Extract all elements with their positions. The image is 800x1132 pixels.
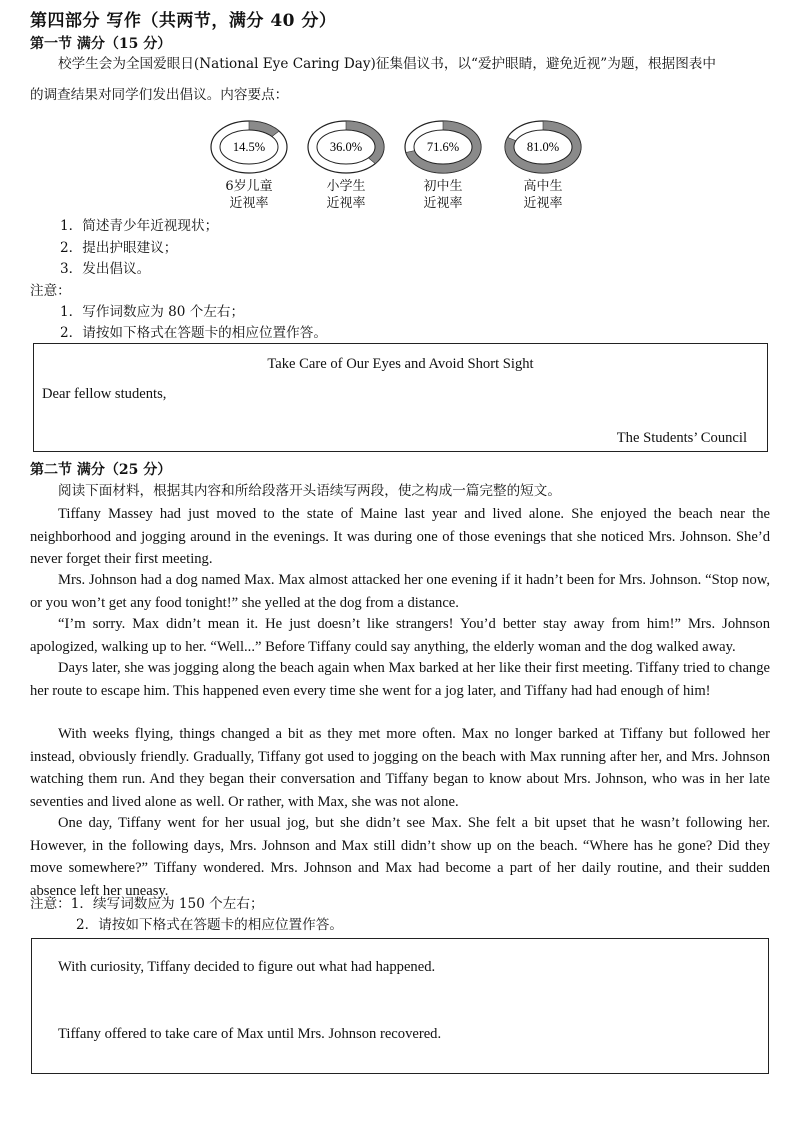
section1-intro-line1: 校学生会为全国爱眼日(National Eye Caring Day)征集倡议书，以“爱护眼睛，避免近视”为题，根据图表中 — [58, 56, 716, 72]
ring-graphic — [501, 117, 585, 177]
ring-caption-2: 近视率 — [523, 196, 563, 211]
box-signature: The Students’ Council — [616, 430, 747, 446]
section2-note-1: 注意：1．续写词数应为 150 个左右； — [30, 896, 264, 912]
section2-note-2: 2．请按如下格式在答题卡的相应位置作答。 — [76, 917, 343, 933]
ring-chart-2 — [301, 117, 391, 211]
ring-percent-label: 71.6% — [426, 140, 460, 154]
ring-graphic — [207, 117, 291, 177]
section1-title: 第一节 满分（15 分） — [30, 36, 172, 52]
note-1: 1．写作词数应为 80 个左右； — [60, 304, 245, 320]
ring-chart-3 — [398, 117, 488, 211]
point-1: 1．简述青少年近视现状； — [60, 218, 219, 234]
ring-caption-2: 近视率 — [229, 196, 269, 211]
story-paragraph-6: One day, Tiffany went for her usual jog, but she didn’t see Max. She felt a bit upset that he wasn’t following her. However, in the following days, Mrs. Johnson and Max still didn’t show up on the beach. “Where has he gone? Did they move somewhere?” Tiffany wondered. Mrs. Johnson and Max had become a part of her daily routine, and their sudden absence left her uneasy. — [30, 815, 770, 899]
ring-caption-1: 初中生 — [423, 179, 463, 194]
story-paragraph-1: Tiffany Massey had just moved to the state of Maine last year and lived alone. She enjoyed the beach near the neighborhood and jogging around in the evenings. It was during one of those evenings that she noticed Mrs. Johnson. She’d never forget their first meeting. — [30, 506, 770, 568]
section2-instruction: 阅读下面材料，根据其内容和所给段落开头语续写两段，使之构成一篇完整的短文。 — [58, 483, 561, 499]
answer-format-box-1 — [33, 343, 768, 452]
ring-caption-2: 近视率 — [326, 196, 366, 211]
continuation-opening-2: Tiffany offered to take care of Max until Mrs. Johnson recovered. — [58, 1026, 442, 1042]
box-greeting: Dear fellow students, — [42, 386, 167, 402]
ring-chart-4 — [498, 117, 588, 211]
story-paragraph-4: Days later, she was jogging along the beach again when Max barked at her like their first meeting. Tiffany tried to change her route to escape him. This happened even every time she went for a jog later, and Tiffany had had enough of him! — [30, 660, 770, 699]
part-title: 第四部分 写作（共两节，满分 40 分） — [30, 11, 337, 31]
ring-caption-2: 近视率 — [423, 196, 463, 211]
note-2: 2．请按如下格式在答题卡的相应位置作答。 — [60, 325, 327, 341]
section2-title: 第二节 满分（25 分） — [30, 462, 172, 478]
ring-caption-1: 6岁儿童 — [225, 179, 273, 194]
point-2: 2．提出护眼建议； — [60, 240, 178, 256]
point-3: 3．发出倡议。 — [60, 261, 151, 277]
ring-caption-1: 高中生 — [523, 179, 563, 194]
ring-graphic — [304, 117, 388, 177]
ring-percent-label: 36.0% — [329, 140, 363, 154]
note-label: 注意： — [30, 283, 71, 299]
story-paragraph-2: Mrs. Johnson had a dog named Max. Max almost attacked her one evening if it hadn’t been for Mrs. Johnson. “Stop now, or you won’t get any food tonight!” she yelled at the dog from a distance. — [30, 572, 770, 611]
box-title: Take Care of Our Eyes and Avoid Short Sight — [267, 356, 534, 372]
ring-caption-1: 小学生 — [326, 179, 366, 194]
ring-chart-1 — [204, 117, 294, 211]
story-paragraph-5: With weeks flying, things changed a bit as they met more often. Max no longer barked at Tiffany but followed her instead, obviously friendly. Gradually, Tiffany got used to jogging on the beach with Max running after her, and Mrs. Johnson watching them run. And they began their conversation and Tiffany began to know about Mrs. Johnson, who was in her late seventies and lived alone as well. Or rather, with Max, she was not alone. — [30, 726, 770, 810]
section1-intro-line2: 的调查结果对同学们发出倡议。内容要点： — [30, 87, 289, 103]
ring-percent-label: 81.0% — [526, 140, 560, 154]
ring-graphic — [401, 117, 485, 177]
ring-percent-label: 14.5% — [232, 140, 266, 154]
continuation-opening-1: With curiosity, Tiffany decided to figure out what had happened. — [58, 959, 436, 975]
story-paragraph-3: “I’m sorry. Max didn’t mean it. He just doesn’t like strangers! You’d better stay away from him!” Mrs. Johnson apologized, walking up to her. “Well...” Before Tiffany could say anything, the elderly woman and the dog walked away. — [30, 616, 770, 655]
answer-format-box-2 — [31, 938, 769, 1074]
